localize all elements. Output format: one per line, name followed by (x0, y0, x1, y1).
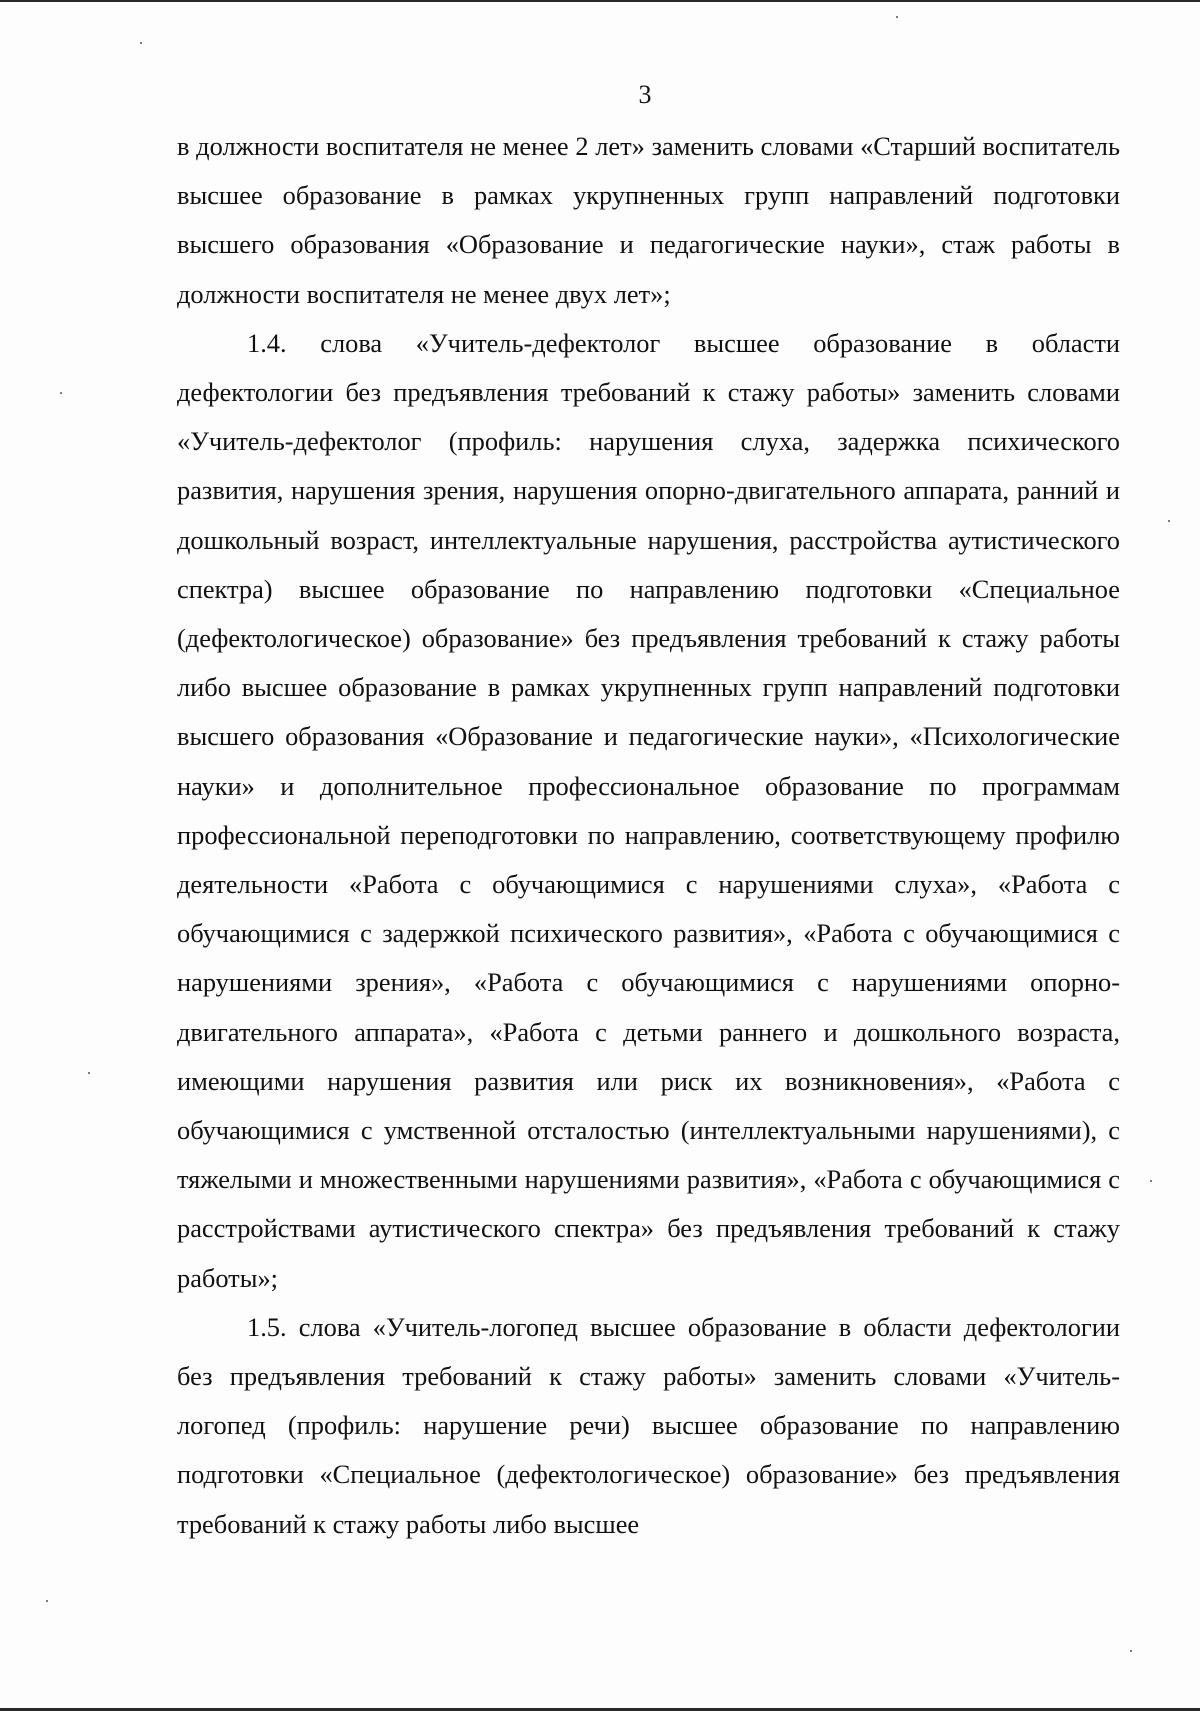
paragraph-continuation: в должности воспитателя не менее 2 лет» заменить словами «Старший воспитатель высшее образование в рамках укрупненных групп направлений подготовки высшего образования «Образование и педагогические науки», стаж работы в должности воспитателя не менее двух лет»; (177, 131, 1120, 309)
scan-speck (1168, 520, 1170, 522)
scan-speck (60, 392, 62, 394)
scan-speck (140, 42, 142, 44)
scan-speck (46, 1600, 48, 1602)
page-number: 3 (638, 80, 652, 109)
scan-speck (1150, 1180, 1152, 1182)
paragraph-item-1-4: 1.4. слова «Учитель-дефектолог высшее образование в области дефектологии без предъявления требований к стажу работы» заменить словами «Учитель-дефектолог (профиль: нарушения слуха, задержка психического развития, нарушения зрения, нарушения опорно-двигательного аппарата, ранний и дошкольный возраст, интеллектуальные нарушения, расстройства аутистического спектра) высшее образование по направлению подготовки «Специальное (дефектологическое) образование» без предъявления требований к стажу работы либо высшее образование в рамках укрупненных групп направлений подготовки высшего образования «Образование и педагогические науки», «Психологические науки» и дополнительное профессиональное образование по программам профессиональной переподготовки по направлению, соответствующему профилю деятельности «Работа с обучающимися с нарушениями слуха», «Работа с обучающимися с задержкой психического развития», «Работа с обучающимися с нарушениями зрения», «Работа с обучающимися с нарушениями опорно-двигательного аппарата», «Работа с детьми раннего и дошкольного возраста, имеющими нарушения развития или риск их возникновения», «Работа с обучающимися с умственной отсталостью (интеллектуальными нарушениями), с тяжелыми и множественными нарушениями развития», «Работа с обучающимися с расстройствами аутистического спектра» без предъявления требований к стажу работы»; (177, 327, 1120, 1293)
scan-speck (88, 1072, 90, 1074)
scan-edge-top (0, 0, 1200, 2)
scan-speck (1130, 1650, 1132, 1652)
document-body (177, 122, 1120, 1549)
scan-speck (896, 16, 898, 18)
paragraph-item-1-5: 1.5. слова «Учитель-логопед высшее образование в области дефектологии без предъявления требований к стажу работы» заменить словами «Учитель-логопед (профиль: нарушение речи) высшее образование по направлению подготовки «Специальное (дефектологическое) образование» без предъявления требований к стажу работы либо высшее (177, 1311, 1120, 1539)
